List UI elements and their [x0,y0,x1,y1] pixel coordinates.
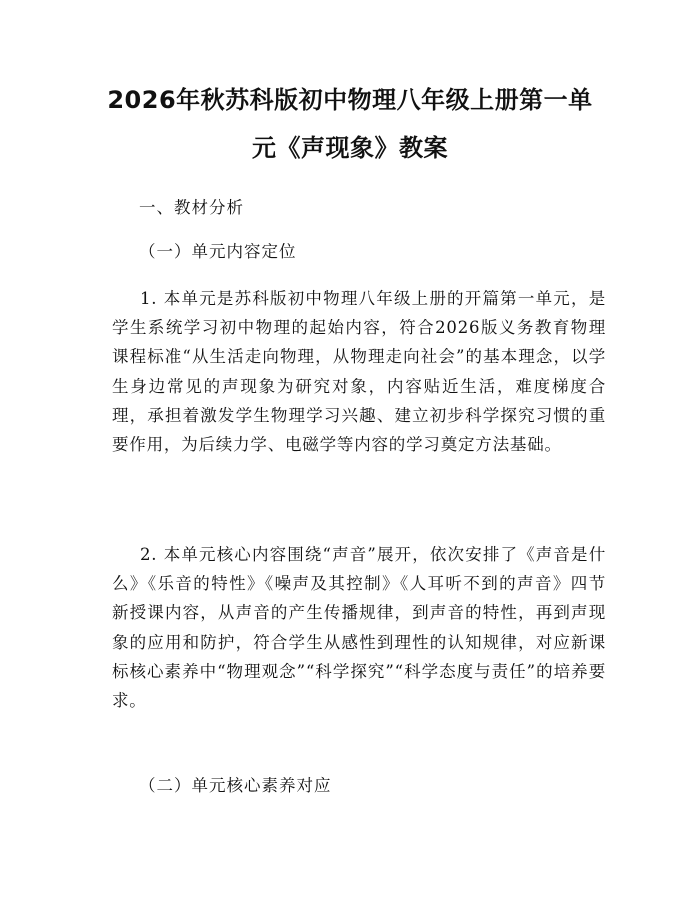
section-heading-textbook-analysis: 一、教材分析 [139,198,244,217]
document-title-line-2: 元《声现象》教案 [252,134,448,162]
paragraph-1: 1. 本单元是苏科版初中物理八年级上册的开篇第一单元，是学生系统学习初中物理的起始内容，符合2026版义务教育物理课程标准“从生活走向物理，从物理走向社会”的基本理念，以学生身边常见的声现象为研究对象，内容贴近生活，难度梯度合理，承担着激发学生物理学习兴趣、建立初步科学探究习惯的重要作用，为后续力学、电磁学等内容的学习奠定方法基础。 [112,289,606,455]
subsection-heading-core-literacy: （二）单元核心素养对应 [139,776,332,795]
document-title-line-1: 2026年秋苏科版初中物理八年级上册第一单 [107,86,593,114]
paragraph-2: 2. 本单元核心内容围绕“声音”展开，依次安排了《声音是什么》《乐音的特性》《噪声及其控制》《人耳听不到的声音》四节新授课内容，从声音的产生传播规律，到声音的特性，再到声现象的应用和防护，符合学生从感性到理性的认知规律，对应新课标核心素养中“物理观念”“科学探究”“科学态度与责任”的培养要求。 [112,545,606,711]
subsection-heading-unit-positioning: （一）单元内容定位 [139,242,297,261]
